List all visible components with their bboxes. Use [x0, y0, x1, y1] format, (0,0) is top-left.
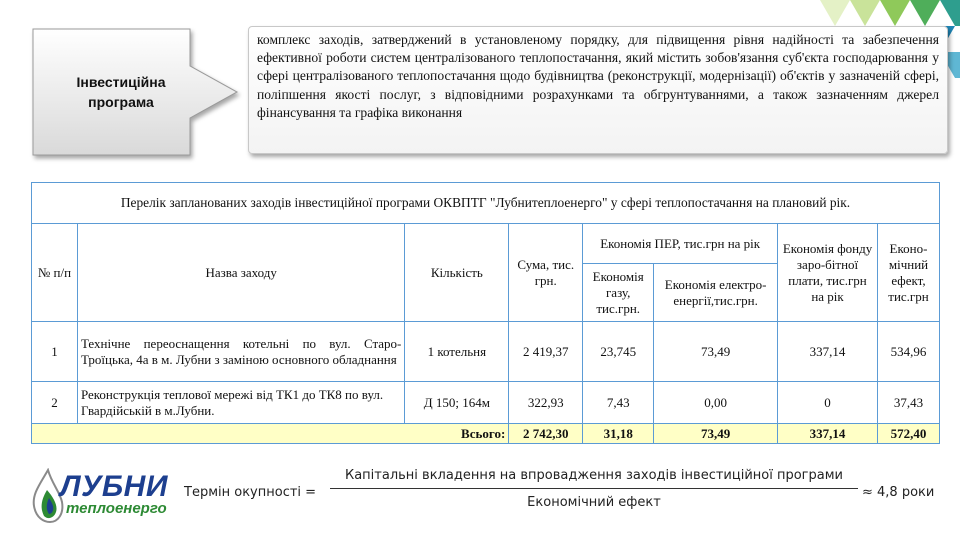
formula-result: ≈ 4,8 роки [862, 485, 935, 500]
header-sum: Сума, тис. грн. [509, 224, 583, 322]
formula-lhs: Термін окупності = [184, 485, 317, 500]
row-qty: 1 котельня [405, 322, 509, 382]
header-qty: Кількість [405, 224, 509, 322]
header-elec: Економія електро-енергії,тис.грн. [654, 264, 778, 322]
total-wage: 337,14 [778, 424, 878, 444]
arrow-callout [32, 28, 240, 156]
arrow-label: Інвестиційна програма [76, 74, 166, 110]
total-gas: 31,18 [583, 424, 654, 444]
row-sum: 2 419,37 [509, 322, 583, 382]
header-per: Економія ПЕР, тис.грн на рік [583, 224, 778, 264]
row-name: Технічне переоснащення котельні по вул. Старо-Троїцька, 4а в м. Лубни з заміною основного обладнання [77, 322, 404, 382]
header-gas: Економія газу, тис.грн. [583, 264, 654, 322]
total-effect: 572,40 [877, 424, 939, 444]
total-label: Всього: [32, 424, 509, 444]
table-row [32, 382, 940, 424]
formula-denominator: Економічний ефект [527, 495, 661, 510]
investment-table [31, 182, 940, 444]
row-wage: 337,14 [778, 322, 878, 382]
total-elec: 73,49 [654, 424, 778, 444]
row-elec: 73,49 [654, 322, 778, 382]
row-sum: 322,93 [509, 382, 583, 424]
total-sum: 2 742,30 [509, 424, 583, 444]
table-caption: Перелік запланованих заходів інвестиційної програми ОКВПТГ "Лубнитеплоенерго" у сфері теплопостачання на плановий рік. [32, 183, 940, 224]
payback-formula [180, 468, 950, 518]
logo-name: ЛУБНИ [60, 470, 168, 503]
header-effect: Еконо-мічний ефект, тис.грн [877, 224, 939, 322]
definition-box [248, 26, 948, 154]
definition-text: комплекс заходів, затверджений в установленому порядку, для підвищення рівня надійності та забезпечення ефективної роботи систем централізованого теплопостачання, який містить зобов'язання суб'єкта господарювання у сфері централізованого теплопостачання щодо будівництва (реконструкції, модернізації) об'єктів у зазначеній сфері, поліпшення якості послуг, з відповідними розрахунками та обгрунтуваннями, а також зазначенням джерел фінансування та графіка виконання [257, 32, 939, 120]
formula-numerator: Капітальні вкладення на впровадження заходів інвестиційної програми [344, 468, 843, 483]
header-name: Назва заходу [77, 224, 404, 322]
row-effect: 534,96 [877, 322, 939, 382]
row-elec: 0,00 [654, 382, 778, 424]
row-effect: 37,43 [877, 382, 939, 424]
row-gas: 7,43 [583, 382, 654, 424]
company-logo [30, 466, 170, 524]
total-row [32, 424, 940, 444]
table-row [32, 322, 940, 382]
row-num: 2 [32, 382, 78, 424]
row-name: Реконструкція теплової мережі від ТК1 до ТК8 по вул. Гвардійській в м.Лубни. [77, 382, 404, 424]
header-num: № п/п [32, 224, 78, 322]
header-wage: Економія фонду заро-бітної плати, тис.грн на рік [778, 224, 878, 322]
row-qty: Д 150; 164м [405, 382, 509, 424]
formula-fraction [330, 468, 858, 510]
row-num: 1 [32, 322, 78, 382]
logo-subtitle: теплоенерго [66, 500, 167, 517]
row-gas: 23,745 [583, 322, 654, 382]
row-wage: 0 [778, 382, 878, 424]
